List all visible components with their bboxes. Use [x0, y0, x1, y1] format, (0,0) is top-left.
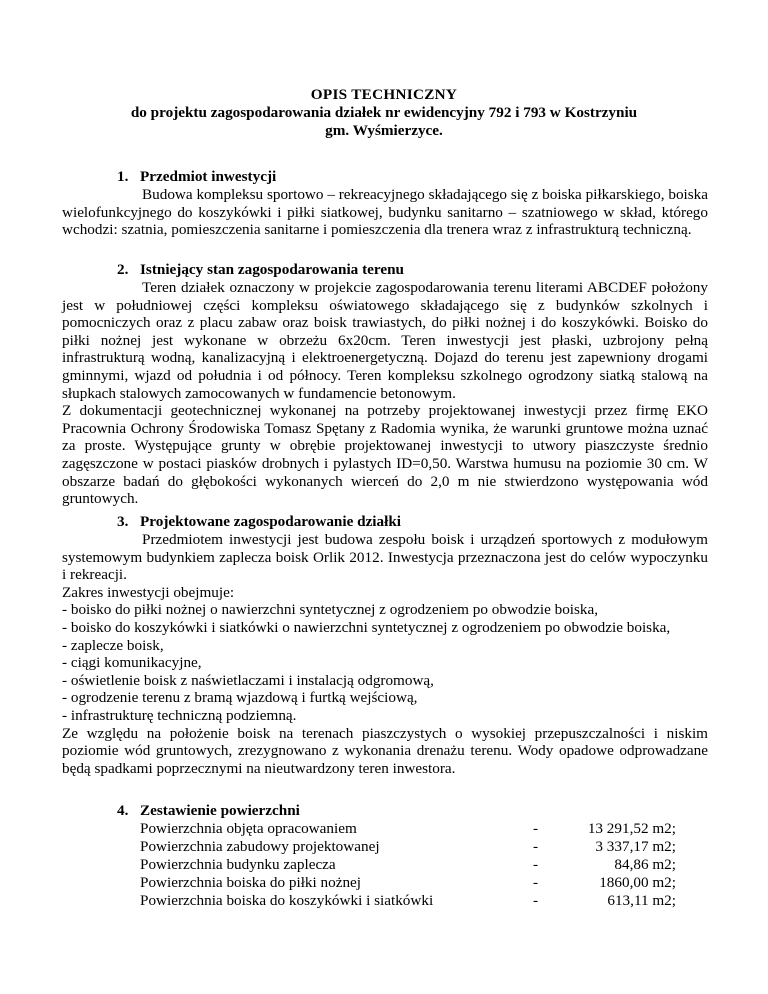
area-dash: - [533, 838, 539, 855]
document-subtitle: do projektu zagospodarowania działek nr ewidencyjny 792 i 793 w Kostrzyniu [130, 104, 638, 121]
section-number: 2. [117, 261, 129, 278]
area-value: 13 291,52 m2; [587, 820, 676, 837]
section-heading [117, 261, 404, 279]
list-item: - ogrodzenie terenu z bramą wjazdową i furtką wejściową, [62, 689, 418, 707]
area-label: Powierzchnia budynku zaplecza [140, 856, 336, 873]
section-heading [117, 168, 276, 186]
section-title: Zestawienie powierzchni [140, 802, 300, 819]
area-row [140, 820, 676, 838]
area-value: 613,11 m2; [607, 892, 676, 909]
paragraph: Z dokumentacji geotechnicznej wykonanej na potrzeby projektowanej inwestycji przez firmę EKO Pracownia Ochrony Środowiska Tomasz Spętany z Radomia wynika, że warunki gruntowe można uznać za proste. Występujące grunty w obrębie projektowanej inwestycji to utwory piaszczyste średnio zagęszczone w postaci piasków drobnych i pylastych ID=0,50. Warstwa humusu na poziomie 30 cm. W obszarze badań do głębokości wykonanych wierceń do 2,0 m nie stwierdzono występowania wód gruntowych. [62, 402, 708, 508]
area-value: 1860,00 m2; [599, 874, 676, 891]
paragraph: Ze względu na położenie boisk na terenach piaszczystych o wysokiej przepuszczalności i niskim poziomie wód gruntowych, zrezygnowano z wykonania drenażu terenu. Wody opadowe odprowadzane będą spadkami poprzecznymi na nieutwardzony teren inwestora. [62, 724, 708, 777]
area-dash: - [533, 856, 539, 873]
section-title: Istniejący stan zagospodarowania terenu [140, 261, 404, 278]
area-dash: - [533, 892, 539, 909]
area-row [140, 892, 676, 910]
scope-label: Zakres inwestycji obejmuje: [62, 583, 235, 601]
section-body [62, 186, 708, 239]
paragraph: Teren działek oznaczony w projekcie zagospodarowania terenu literami ABCDEF położony jest w południowej części kompleksu oświatowego składającego się z budynków szkolnych i pomocniczych oraz z placu zabaw oraz boisk trawiastych, do piłki nożnej i do koszykówki. Boisko do piłki nożnej jest wykonane w obrzeżu 6x20cm. Teren inwestycji jest płaski, uzbrojony pełną infrastrukturą wodną, kanalizacyjną i elektroenergetyczną. Dojazd do terenu jest zapewniony drogami gminnymi, wjazd od południa i od północy. Teren kompleksu szkolnego ogrodzony siatką stalową na słupkach stalowych zamocowanych w fundamencie betonowym. [62, 279, 708, 402]
area-row [140, 838, 676, 856]
section-title: Projektowane zagospodarowanie działki [140, 513, 402, 530]
paragraph: Budowa kompleksu sportowo – rekreacyjnego składającego się z boiska piłkarskiego, boiska wielofunkcyjnego do koszykówki i piłki siatkowej, budynku sanitarno – szatniowego w skład, którego wchodzi: szatnia, pomieszczenia sanitarne i pomieszczenia dla trenera wraz z infrastrukturą techniczną. [62, 186, 708, 239]
area-value: 84,86 m2; [614, 856, 676, 873]
area-label: Powierzchnia objęta opracowaniem [140, 820, 357, 837]
section-heading [117, 513, 401, 531]
area-row [140, 856, 676, 874]
section-body [62, 531, 708, 777]
list-item: - ciągi komunikacyjne, [62, 654, 202, 672]
section-number: 4. [117, 802, 129, 819]
paragraph: Przedmiotem inwestycji jest budowa zespołu boisk i urządzeń sportowych z modułowym systemowym budynkiem zaplecza boisk Orlik 2012. Inwestycja przeznaczona jest do celów wypoczynku i rekreacji. [62, 531, 708, 584]
list-item: - boisko do piłki nożnej o nawierzchni syntetycznej z ogrodzeniem po obwodzie boiska, [62, 601, 599, 619]
section-title: Przedmiot inwestycji [140, 168, 277, 185]
area-dash: - [533, 874, 539, 891]
section-number: 3. [117, 513, 129, 530]
list-item: - oświetlenie boisk z naświetlaczami i instalacją odgromową, [62, 671, 434, 689]
section-heading [117, 802, 300, 820]
document-title: OPIS TECHNICZNY [310, 86, 458, 103]
list-item: - boisko do koszykówki i siatkówki o nawierzchni syntetycznej z ogrodzeniem po obwodzie boiska, [62, 618, 671, 636]
list-item: - zaplecze boisk, [62, 636, 164, 654]
section-number: 1. [117, 168, 129, 185]
area-value: 3 337,17 m2; [595, 838, 676, 855]
area-dash: - [533, 820, 539, 837]
list-item: - infrastrukturę techniczną podziemną. [62, 706, 297, 724]
area-label: Powierzchnia boiska do koszykówki i siatkówki [140, 892, 434, 909]
document-location: gm. Wyśmierzyce. [325, 122, 443, 139]
section-body [62, 279, 708, 508]
area-label: Powierzchnia boiska do piłki nożnej [140, 874, 362, 891]
area-label: Powierzchnia zabudowy projektowanej [140, 838, 380, 855]
area-row [140, 874, 676, 892]
